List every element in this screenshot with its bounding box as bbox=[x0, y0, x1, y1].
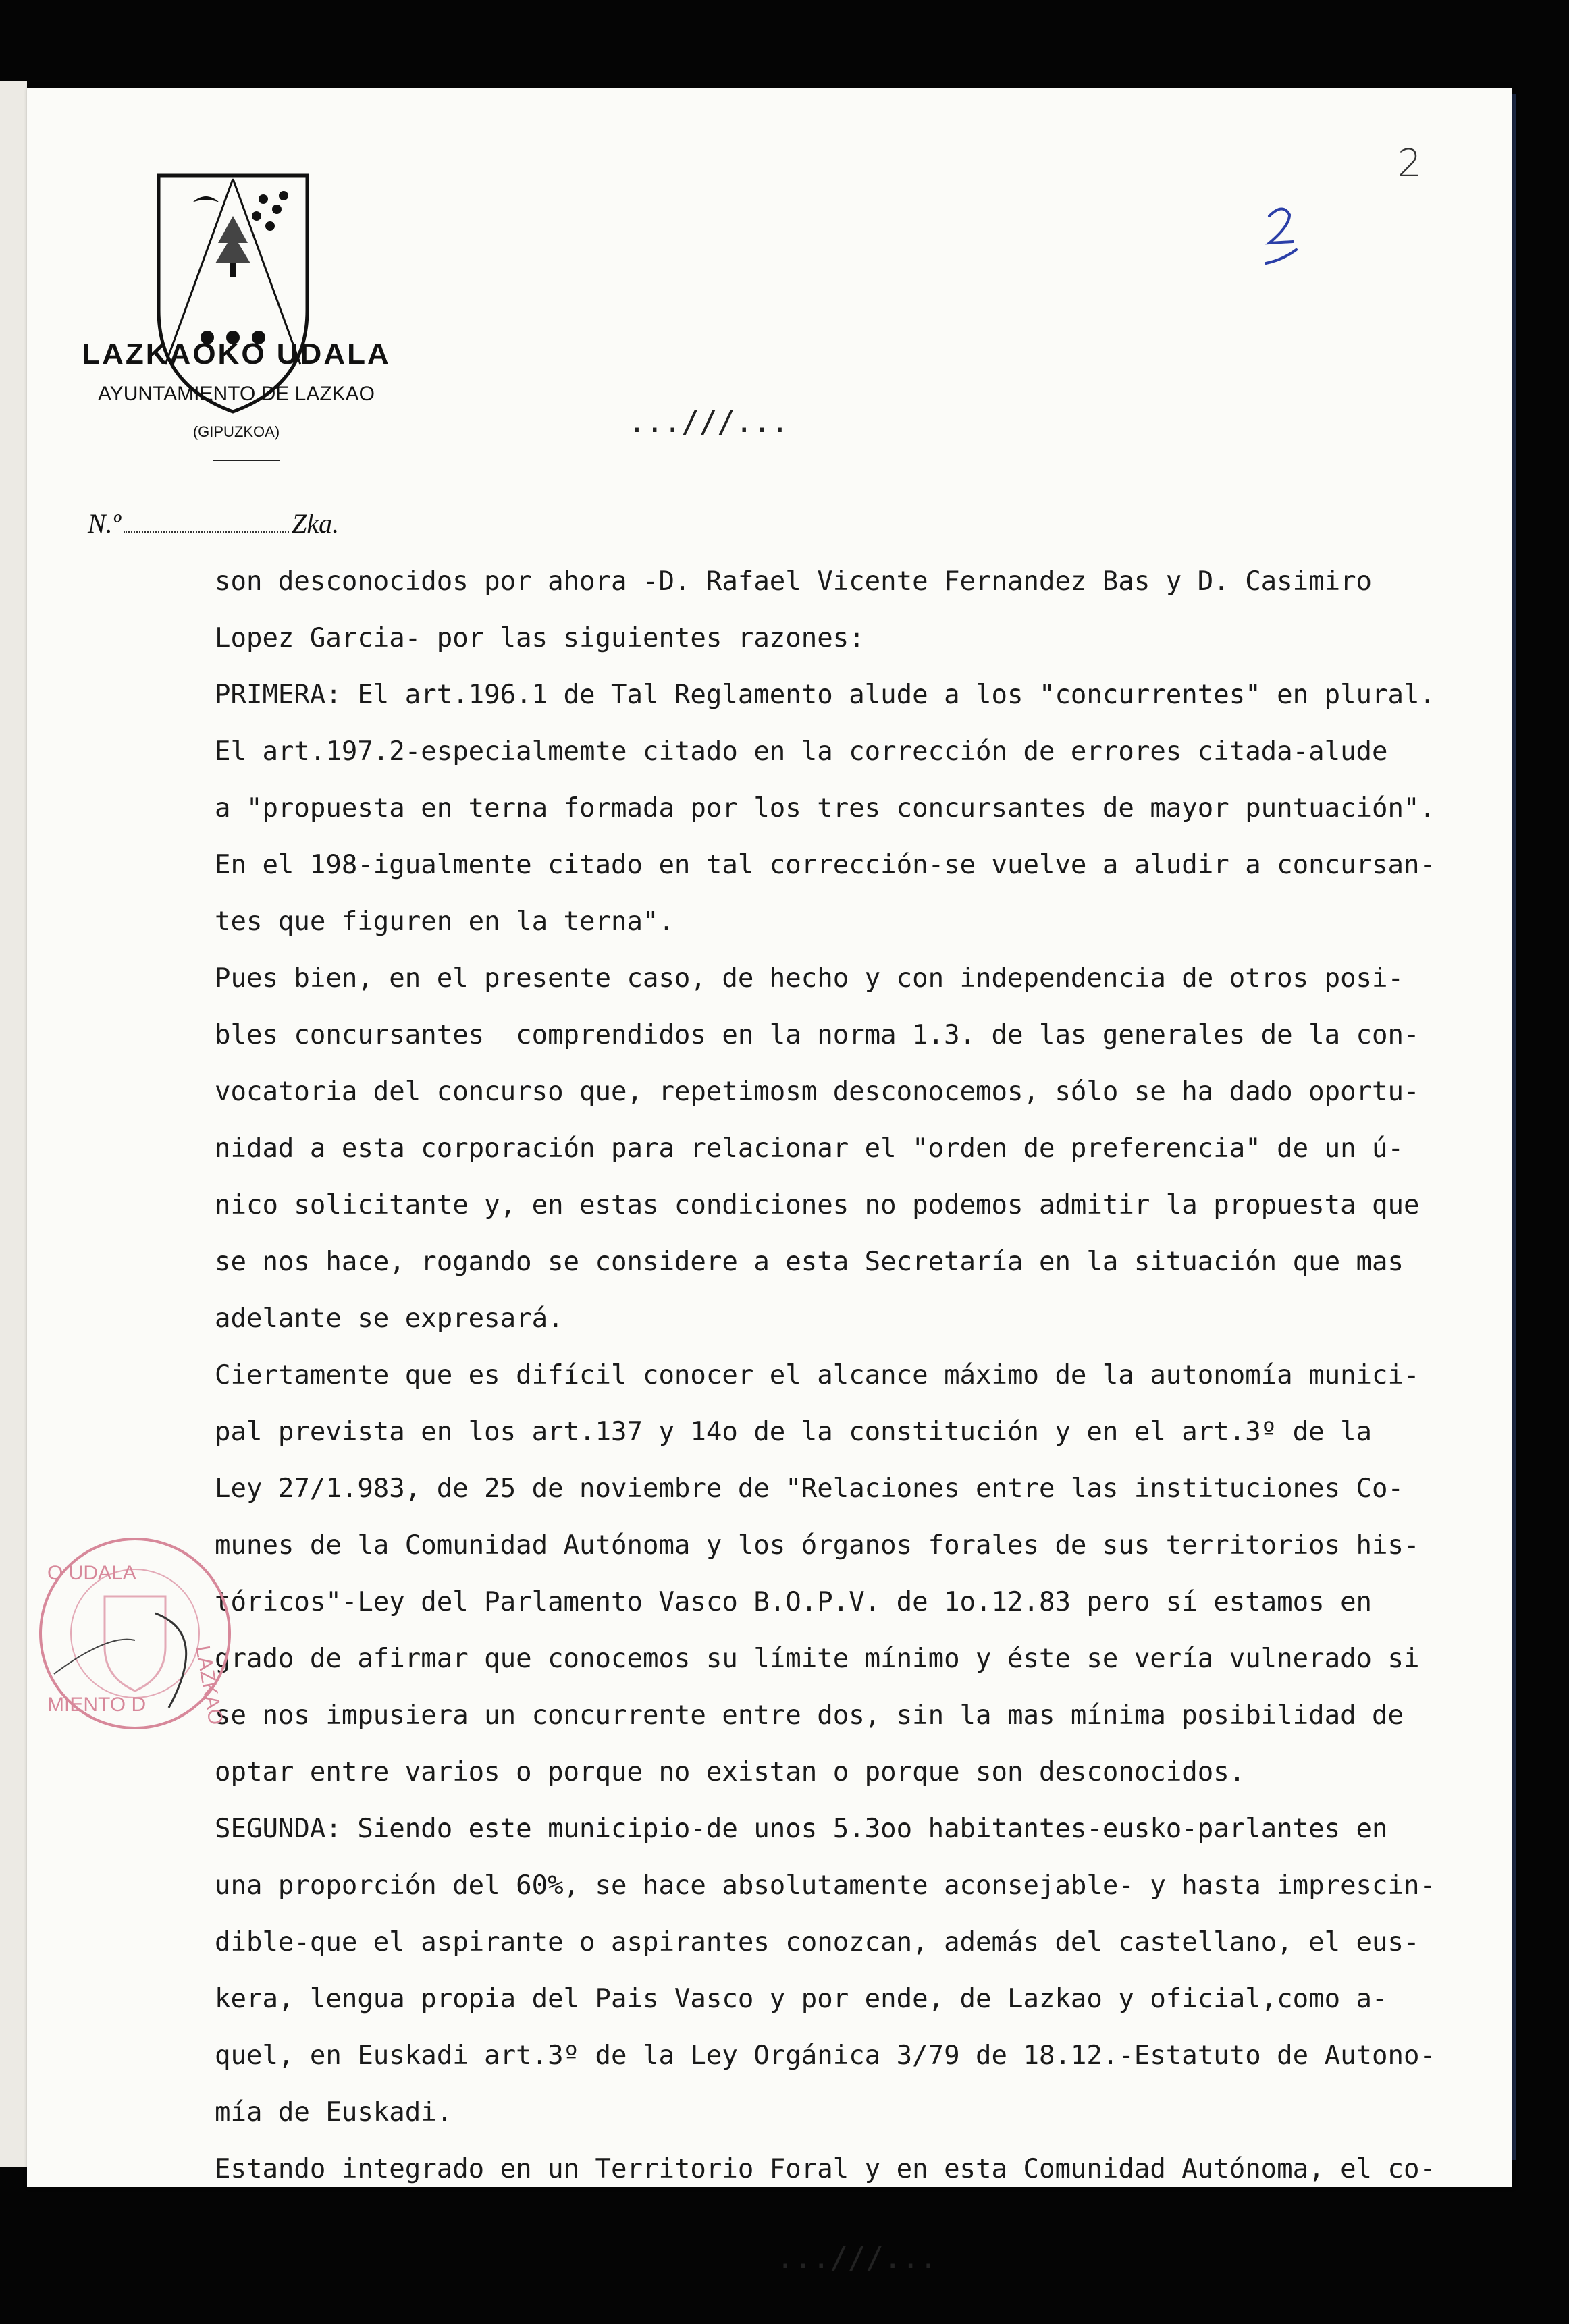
body-line: pal prevista en los art.137 y 14o de la constitución y en el art.3º de la bbox=[215, 1417, 1373, 1447]
body-line: tóricos"-Ley del Parlamento Vasco B.O.P.V. de 1o.12.83 pero sí estamos en bbox=[215, 1587, 1373, 1617]
body-line: munes de la Comunidad Autónoma y los órganos forales de sus territorios his- bbox=[215, 1530, 1420, 1561]
reference-number-blank bbox=[124, 512, 289, 533]
body-line: En el 198-igualmente citado en tal corrección-se vuelve a aludir a concursan- bbox=[215, 850, 1435, 880]
body-line: kera, lengua propia del Pais Vasco y por ende, de Lazkao y oficial,como a- bbox=[215, 1984, 1388, 2014]
stamp-text-top: O UDALA bbox=[47, 1562, 136, 1584]
body-line: bles concursantes comprendidos en la norma 1.3. de las generales de la con- bbox=[215, 1020, 1420, 1050]
letter-body bbox=[215, 553, 1511, 2198]
body-line: Pues bien, en el presente caso, de hecho y con independencia de otros posi- bbox=[215, 963, 1404, 994]
page-number: 2 bbox=[1398, 142, 1422, 186]
reference-number-field bbox=[88, 508, 339, 539]
stamp-text-right: LAZKAO bbox=[191, 1644, 228, 1727]
organization-name: LAZKAOKO UDALA bbox=[82, 337, 391, 371]
continuation-mark-top: ...///... bbox=[628, 405, 789, 439]
handwritten-page-number-icon bbox=[1252, 196, 1313, 270]
numero-label: N.º bbox=[88, 508, 122, 539]
body-line: Estando integrado en un Territorio Foral y en esta Comunidad Autónoma, el co- bbox=[215, 2154, 1435, 2184]
body-line: grado de afirmar que conocemos su límite mínimo y éste se vería vulnerado si bbox=[215, 1644, 1420, 1674]
organization-subtitle: AYUNTAMIENTO DE LAZKAO bbox=[97, 383, 375, 405]
stamp-text-bottom: MIENTO D bbox=[47, 1694, 147, 1716]
body-line: se nos hace, rogando se considere a esta Secretaría en la situación que mas bbox=[215, 1247, 1404, 1277]
body-line: nidad a esta corporación para relacionar el "orden de preferencia" de un ú- bbox=[215, 1133, 1404, 1164]
numero-suffix: Zka. bbox=[292, 508, 340, 539]
document-page bbox=[27, 88, 1512, 2275]
adjacent-page-edge bbox=[0, 81, 27, 2167]
province-label: (GIPUZKOA) bbox=[192, 423, 280, 440]
body-line: dible-que el aspirante o aspirantes conozcan, además del castellano, el eus- bbox=[215, 1927, 1420, 1957]
body-line: nico solicitante y, en estas condiciones no podemos admitir la propuesta que bbox=[215, 1190, 1420, 1220]
body-line: optar entre varios o porque no existan o porque son desconocidos. bbox=[215, 1757, 1246, 1787]
body-line: Ley 27/1.983, de 25 de noviembre de "Relaciones entre las instituciones Co- bbox=[215, 1474, 1404, 1504]
body-line: se nos impusiera un concurrente entre dos, sin la mas mínima posibilidad de bbox=[215, 1700, 1404, 1731]
body-line: SEGUNDA: Siendo este municipio-de unos 5.3oo habitantes-eusko-parlantes en bbox=[215, 1814, 1388, 1844]
continuation-mark-bottom: ...///... bbox=[776, 2241, 938, 2275]
body-line: El art.197.2-especialmemte citado en la corrección de errores citada-alude bbox=[215, 736, 1388, 767]
body-line: quel, en Euskadi art.3º de la Ley Orgánica 3/79 de 18.12.-Estatuto de Autono- bbox=[215, 2041, 1435, 2071]
municipal-seal-stamp-icon bbox=[34, 1532, 236, 1735]
header-divider bbox=[213, 460, 280, 461]
body-line: vocatoria del concurso que, repetimosm desconocemos, sólo se ha dado oportu- bbox=[215, 1077, 1420, 1107]
body-line: mía de Euskadi. bbox=[215, 2097, 453, 2128]
municipal-coat-of-arms-icon bbox=[145, 162, 321, 418]
body-line: PRIMERA: El art.196.1 de Tal Reglamento alude a los "concurrentes" en plural. bbox=[215, 680, 1435, 710]
body-line: a "propuesta en terna formada por los tres concursantes de mayor puntuación". bbox=[215, 793, 1435, 823]
body-line: Lopez Garcia- por las siguientes razones: bbox=[215, 623, 865, 653]
body-line: una proporción del 60%, se hace absolutamente aconsejable- y hasta imprescin- bbox=[215, 1870, 1435, 1901]
body-line: son desconocidos por ahora -D. Rafael Vicente Fernandez Bas y D. Casimiro bbox=[215, 566, 1373, 597]
body-line: tes que figuren en la terna". bbox=[215, 907, 674, 937]
body-line: Ciertamente que es difícil conocer el alcance máximo de la autonomía munici- bbox=[215, 1360, 1420, 1390]
body-line: adelante se expresará. bbox=[215, 1303, 564, 1334]
